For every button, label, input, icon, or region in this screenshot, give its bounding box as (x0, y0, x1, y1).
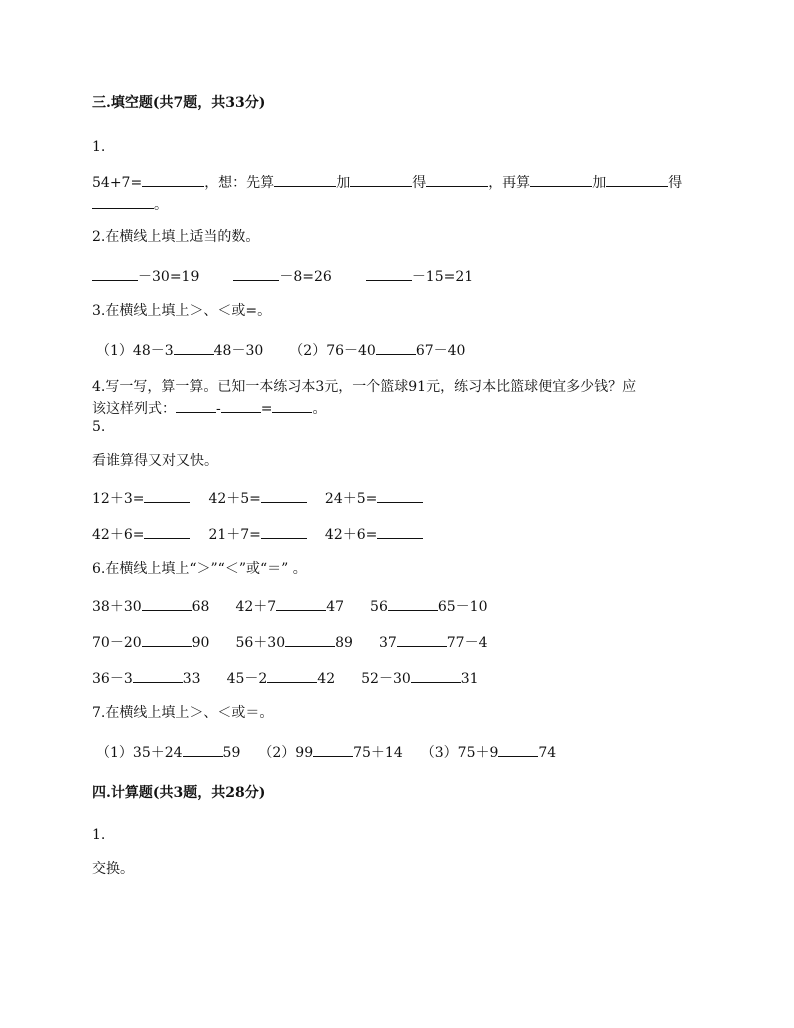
q5-expr: 42＋6= (92, 527, 145, 543)
answer-blank[interactable] (411, 668, 461, 683)
q6-right: 65－10 (437, 599, 488, 615)
q7-right: 59 (222, 745, 241, 761)
q5-expr: 42＋6= (324, 527, 378, 543)
answer-blank[interactable] (376, 340, 416, 355)
question-5-number: 5. (92, 419, 106, 435)
question-2-items (92, 266, 473, 286)
question-6-row-3 (92, 668, 479, 688)
answer-blank[interactable] (498, 742, 538, 757)
answer-blank[interactable] (313, 742, 353, 757)
question-5-text: 看谁算得又对又快。 (92, 453, 218, 469)
q6-left: 45－2 (226, 671, 268, 687)
answer-blank[interactable] (142, 632, 192, 647)
answer-blank[interactable] (142, 172, 204, 187)
question-4-line-2 (92, 398, 326, 418)
answer-blank[interactable] (144, 524, 190, 539)
q6-left: 38＋30 (92, 599, 142, 615)
question-1-line (92, 172, 682, 192)
question-7-items (96, 742, 556, 762)
q1-text-6: 加 (592, 175, 607, 191)
section-4-question-1-text: 交换。 (92, 861, 134, 877)
q1-text-3: 加 (336, 175, 351, 191)
q5-expr: 42＋5= (208, 491, 261, 507)
q1-text-1: 54+7= (92, 175, 143, 191)
answer-blank[interactable] (233, 266, 279, 281)
answer-blank[interactable] (530, 172, 592, 187)
q6-right: 33 (182, 671, 201, 687)
q1-text-8: 。 (154, 197, 168, 213)
q7-left: （1）35＋24 (96, 745, 183, 761)
q1-text-7: 得 (668, 175, 683, 191)
q3-right-1: 48－30 (213, 343, 264, 359)
answer-blank[interactable] (606, 172, 668, 187)
q6-left: 70－20 (92, 635, 142, 651)
q4-text-c: = (260, 401, 273, 417)
answer-blank[interactable] (397, 632, 447, 647)
answer-blank[interactable] (92, 266, 138, 281)
question-3-text: 3.在横线上填上＞、＜或=。 (92, 303, 272, 319)
q7-left: （3）75＋9 (420, 745, 499, 761)
q4-text-b: - (216, 401, 221, 417)
answer-blank[interactable] (350, 172, 412, 187)
question-6-row-1 (92, 596, 488, 616)
q7-right: 75＋14 (353, 745, 403, 761)
answer-blank[interactable] (377, 524, 423, 539)
question-6-text: 6.在横线上填上“＞”“＜”或“＝” 。 (92, 561, 307, 577)
answer-blank[interactable] (221, 398, 261, 413)
answer-blank[interactable] (366, 266, 412, 281)
answer-blank[interactable] (183, 742, 223, 757)
q6-left: 56＋30 (235, 635, 286, 651)
question-4-line-1: 4.写一写，算一算。已知一本练习本3元，一个篮球91元，练习本比篮球便宜多少钱？应 (92, 379, 637, 395)
q6-right: 42 (317, 671, 336, 687)
q1-text-5: ，再算 (488, 175, 531, 191)
q6-right: 47 (326, 599, 345, 615)
q6-right: 77－4 (446, 635, 488, 651)
q6-left: 42＋7 (235, 599, 277, 615)
answer-blank[interactable] (144, 488, 190, 503)
question-5-row-2 (92, 524, 423, 544)
answer-blank[interactable] (176, 398, 216, 413)
answer-blank[interactable] (267, 668, 317, 683)
q6-right: 89 (335, 635, 353, 651)
answer-blank[interactable] (261, 488, 307, 503)
q5-expr: 21＋7= (208, 527, 261, 543)
question-5-row-1 (92, 488, 423, 508)
section-4-heading: 四.计算题(共3题，共28分) (92, 785, 266, 801)
question-6-row-2 (92, 632, 488, 652)
q7-right: 74 (538, 745, 557, 761)
answer-blank[interactable] (274, 172, 336, 187)
question-1-number: 1. (92, 139, 106, 155)
q4-text-d: 。 (312, 401, 327, 417)
answer-blank[interactable] (272, 398, 312, 413)
q6-right: 68 (191, 599, 210, 615)
answer-blank[interactable] (133, 668, 183, 683)
q6-left: 56 (370, 599, 388, 615)
answer-blank[interactable] (174, 340, 214, 355)
q3-left-2: （2）76－40 (289, 343, 376, 359)
q6-left: 36－3 (92, 671, 133, 687)
question-3-items (96, 340, 465, 360)
answer-blank[interactable] (388, 596, 438, 611)
q6-left: 52－30 (361, 671, 411, 687)
q3-left-1: （1）48－3 (96, 343, 174, 359)
q4-text-a: 该这样列式： (92, 401, 176, 417)
question-2-text: 2.在横线上填上适当的数。 (92, 229, 260, 245)
q6-left: 37 (378, 635, 397, 651)
q3-right-2: 67－40 (415, 343, 466, 359)
question-1-line-2 (92, 194, 168, 214)
q5-expr: 12＋3= (92, 491, 145, 507)
q2-item-3: －15=21 (411, 269, 474, 285)
q1-text-4: 得 (412, 175, 427, 191)
q2-item-1: －30=19 (138, 269, 200, 285)
answer-blank[interactable] (285, 632, 335, 647)
question-7-text: 7.在横线上填上＞、＜或＝。 (92, 705, 274, 721)
q1-text-2: ，想：先算 (204, 175, 275, 191)
answer-blank[interactable] (142, 596, 192, 611)
section-3-heading: 三.填空题(共7题，共33分) (92, 95, 266, 111)
q2-item-2: －8=26 (279, 269, 332, 285)
q6-right: 31 (460, 671, 479, 687)
answer-blank[interactable] (261, 524, 307, 539)
answer-blank[interactable] (276, 596, 326, 611)
answer-blank[interactable] (426, 172, 488, 187)
section-4-question-1-number: 1. (92, 827, 106, 843)
answer-blank[interactable] (92, 194, 154, 209)
q7-left: （2）99 (258, 745, 314, 761)
answer-blank[interactable] (377, 488, 423, 503)
q6-right: 90 (191, 635, 210, 651)
q5-expr: 24＋5= (324, 491, 378, 507)
